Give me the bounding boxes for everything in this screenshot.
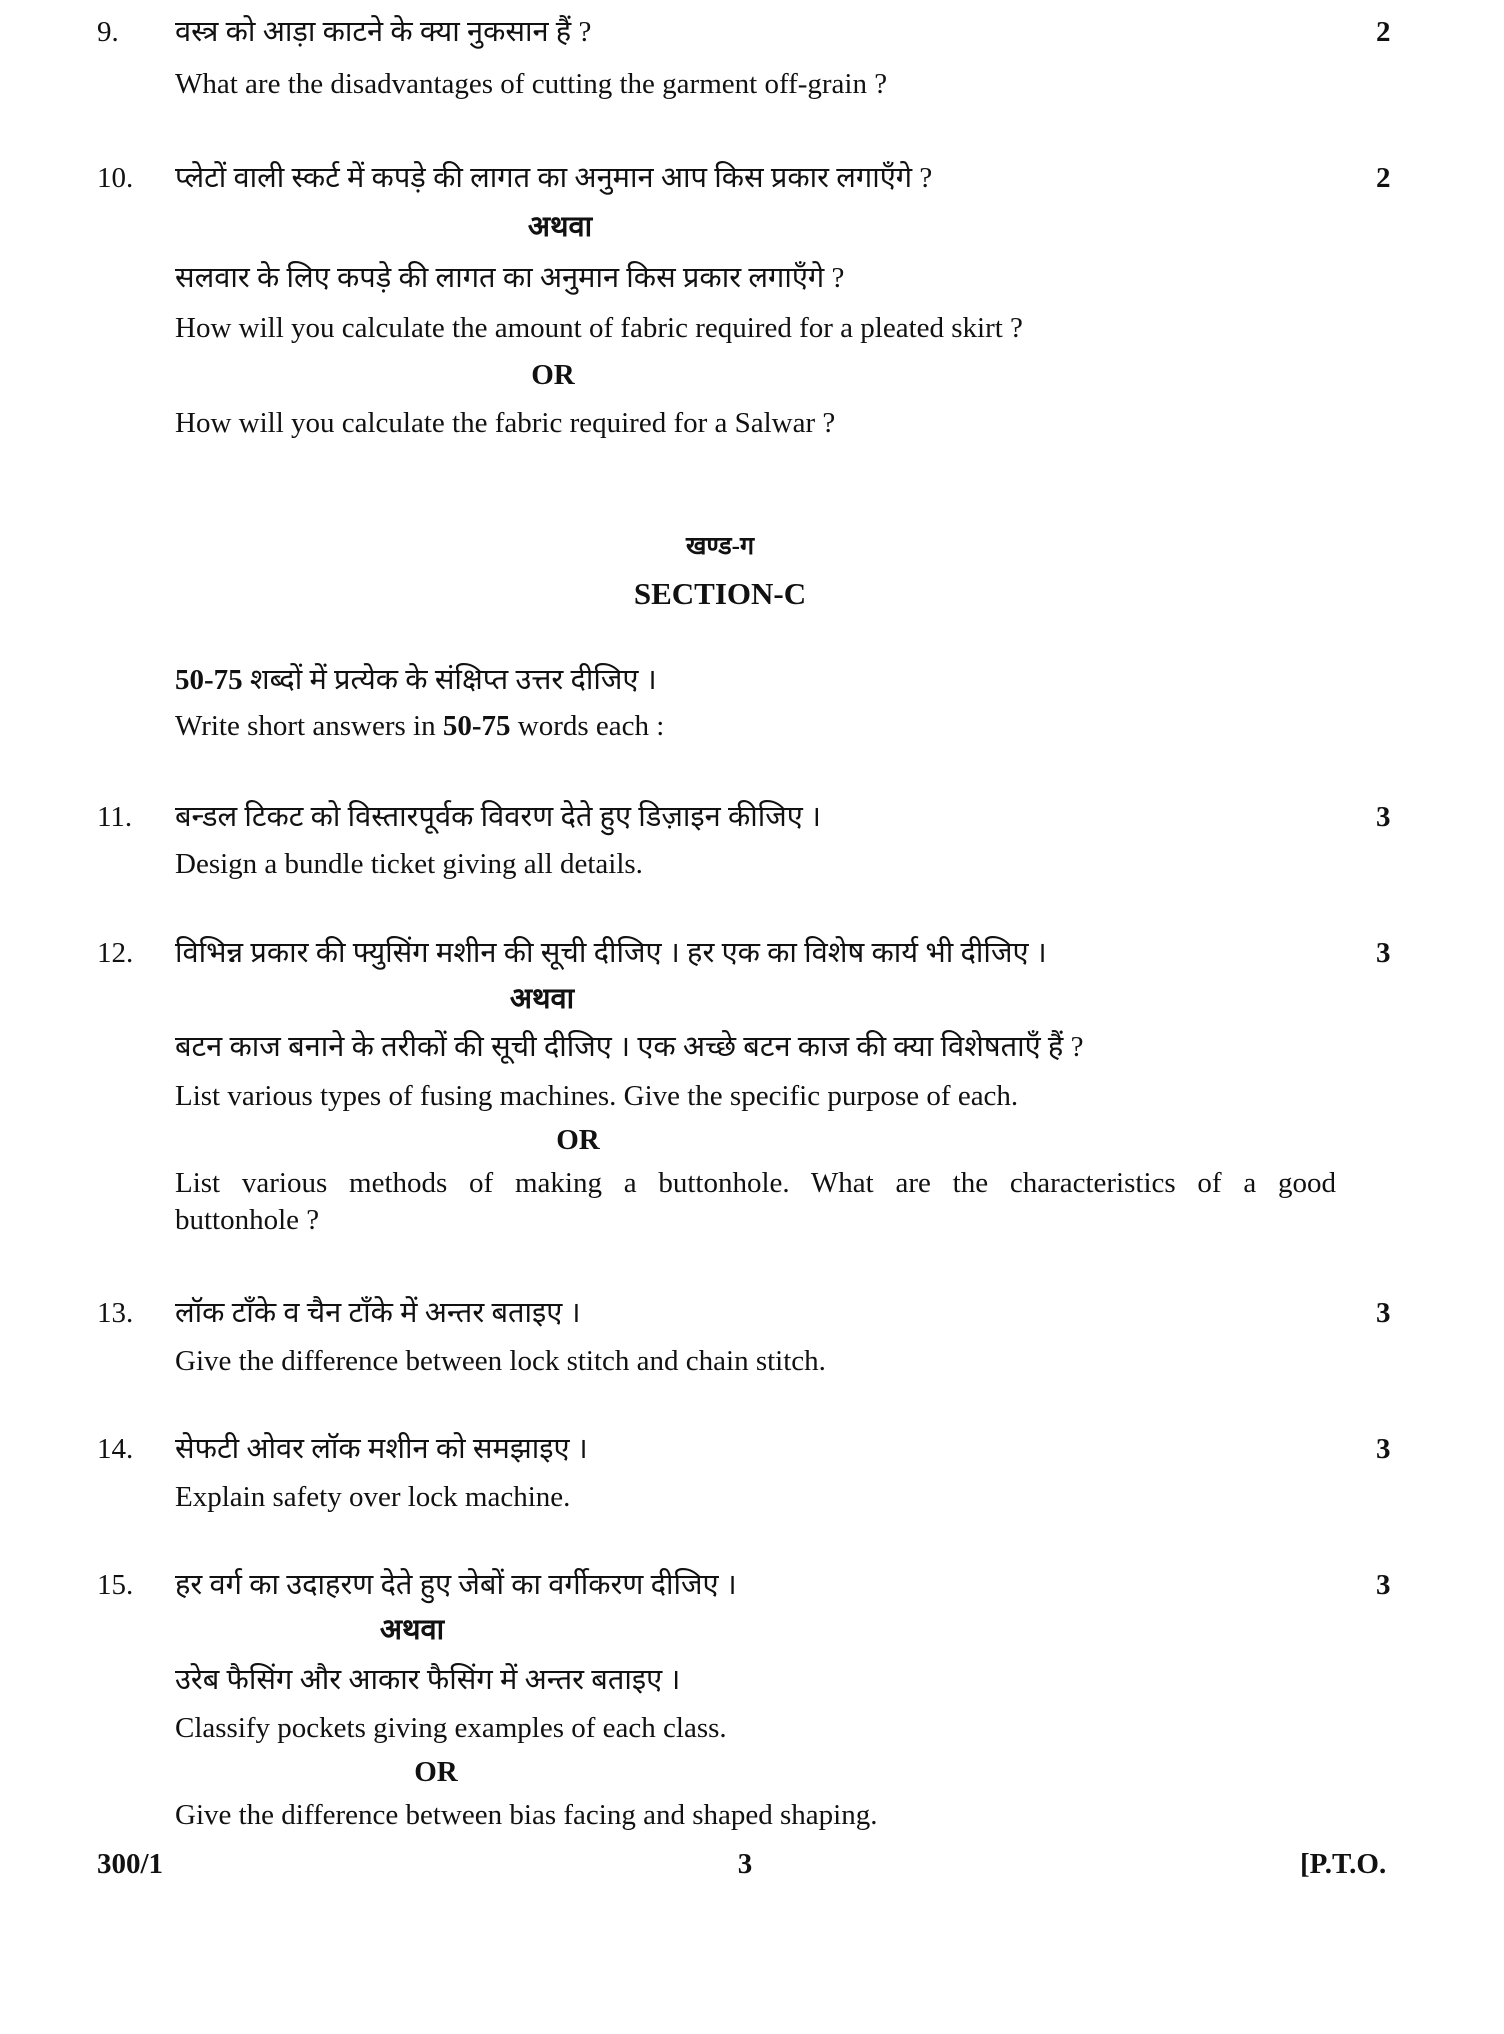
q15-hindi: हर वर्ग का उदाहरण देते हुए जेबों का वर्गीकरण दीजिए । bbox=[175, 1569, 737, 1601]
paper-code: 300/1 bbox=[97, 1848, 164, 1880]
word-count: 50-75 bbox=[175, 664, 243, 696]
q11-number: 11. bbox=[97, 801, 133, 833]
instr-pre: Write short answers in bbox=[175, 710, 443, 742]
q13-english: Give the difference between lock stitch and chain stitch. bbox=[175, 1345, 826, 1377]
section-instructions-hindi bbox=[175, 663, 657, 697]
q12-marks: 3 bbox=[1376, 937, 1391, 969]
pto-label: [P.T.O. bbox=[1300, 1848, 1387, 1880]
q9-number: 9. bbox=[97, 16, 119, 48]
q12-number: 12. bbox=[97, 937, 134, 969]
section-title: SECTION-C bbox=[633, 576, 807, 611]
q14-english: Explain safety over lock machine. bbox=[175, 1481, 571, 1513]
q15-or-hindi: अथवा bbox=[379, 1614, 445, 1646]
q10-hindi: प्लेटों वाली स्कर्ट में कपड़े की लागत का अनुमान आप किस प्रकार लगाएँगे ? bbox=[175, 162, 933, 194]
word-count: 50-75 bbox=[442, 710, 511, 742]
q13-hindi: लॉक टाँके व चैन टाँके में अन्तर बताइए । bbox=[175, 1297, 581, 1329]
q14-marks: 3 bbox=[1376, 1433, 1391, 1465]
q10-alt-english: How will you calculate the fabric required for a Salwar ? bbox=[175, 407, 836, 439]
q13-marks: 3 bbox=[1376, 1297, 1391, 1329]
section-instructions bbox=[175, 709, 664, 743]
q12-or-hindi: अथवा bbox=[509, 983, 575, 1015]
q12-hindi: विभिन्न प्रकार की फ्युसिंग मशीन की सूची दीजिए । हर एक का विशेष कार्य भी दीजिए । bbox=[175, 937, 1047, 969]
q14-hindi: सेफटी ओवर लॉक मशीन को समझाइए । bbox=[175, 1433, 588, 1465]
q10-number: 10. bbox=[97, 162, 134, 194]
q10-or-english: OR bbox=[531, 359, 575, 391]
q12-alt-english-line2: buttonhole ? bbox=[175, 1204, 320, 1236]
instr-text: शब्दों में प्रत्येक के संक्षिप्त उत्तर दीजिए । bbox=[242, 664, 657, 696]
q10-or-hindi: अथवा bbox=[527, 211, 593, 243]
q15-number: 15. bbox=[97, 1569, 134, 1601]
q15-alt-english: Give the difference between bias facing and shaped shaping. bbox=[175, 1799, 878, 1831]
q11-english: Design a bundle ticket giving all details. bbox=[175, 848, 643, 880]
q11-hindi: बन्डल टिकट को विस्तारपूर्वक विवरण देते हुए डिज़ाइन कीजिए । bbox=[175, 801, 822, 833]
q10-marks: 2 bbox=[1376, 162, 1391, 194]
page-number: 3 bbox=[737, 1848, 753, 1880]
q12-or-english: OR bbox=[556, 1124, 600, 1156]
instr-post: words each : bbox=[510, 710, 665, 742]
q14-number: 14. bbox=[97, 1433, 134, 1465]
q9-hindi: वस्त्र को आड़ा काटने के क्या नुकसान हैं ? bbox=[175, 16, 592, 48]
q10-english: How will you calculate the amount of fabric required for a pleated skirt ? bbox=[175, 312, 1023, 344]
q15-or-english: OR bbox=[414, 1756, 458, 1788]
q13-number: 13. bbox=[97, 1297, 134, 1329]
q12-english: List various types of fusing machines. Give the specific purpose of each. bbox=[175, 1080, 1019, 1112]
q11-marks: 3 bbox=[1376, 801, 1391, 833]
q10-alt-hindi: सलवार के लिए कपड़े की लागत का अनुमान किस प्रकार लगाएँगे ? bbox=[175, 262, 845, 294]
q15-english: Classify pockets giving examples of each class. bbox=[175, 1712, 727, 1744]
q12-alt-english-line1: List various methods of making a buttonhole. What are the characteristics of a good bbox=[175, 1167, 1336, 1199]
section-title-hindi: खण्ड-ग bbox=[685, 533, 755, 560]
q9-marks: 2 bbox=[1376, 16, 1391, 48]
q15-alt-hindi: उरेब फैसिंग और आकार फैसिंग में अन्तर बताइए । bbox=[175, 1664, 681, 1696]
q15-marks: 3 bbox=[1376, 1569, 1391, 1601]
q9-english: What are the disadvantages of cutting the garment off-grain ? bbox=[175, 68, 888, 100]
q12-alt-hindi: बटन काज बनाने के तरीकों की सूची दीजिए । एक अच्छे बटन काज की क्या विशेषताएँ हैं ? bbox=[175, 1031, 1084, 1063]
